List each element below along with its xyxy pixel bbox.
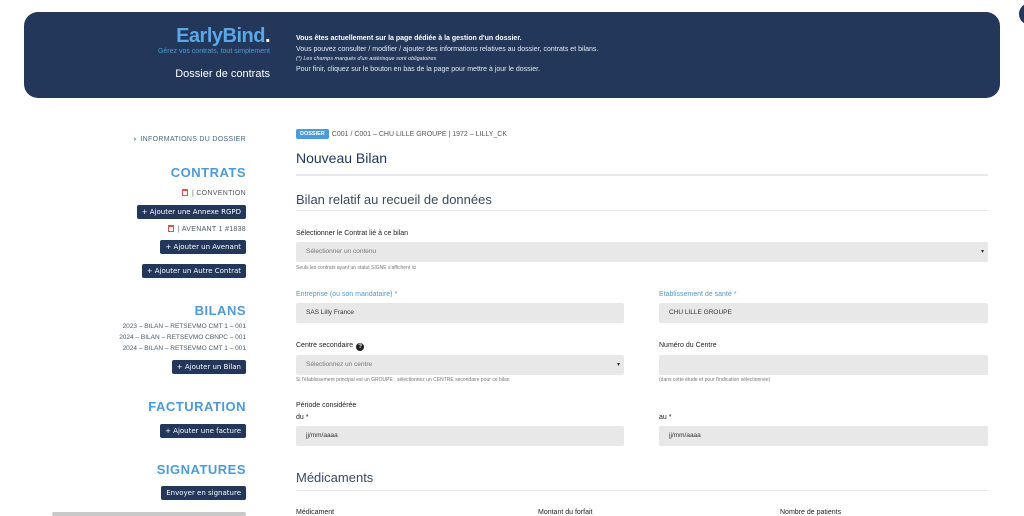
chevron-down-icon: ▾ (980, 249, 984, 255)
user-menu-button[interactable] (1016, 0, 1024, 28)
add-bilan-button[interactable]: + Ajouter un Bilan (172, 360, 246, 374)
chevron-down-icon: ▾ (616, 362, 620, 368)
etablissement-label: Etablissement de santé * (659, 291, 737, 298)
entreprise-label: Entreprise (ou son mandataire) * (296, 291, 398, 298)
add-rgpd-button[interactable]: + Ajouter une Annexe RGPD (137, 205, 246, 219)
numero-label: Numéro du Centre (659, 342, 717, 349)
contract-convention[interactable]: | CONVENTION (182, 189, 246, 197)
info-required-note: (*) Les champs marqués d'un astérisque sont obligatoires (296, 56, 437, 62)
col-header-patients: Nombre de patients (780, 509, 842, 516)
chevron-right-icon: › (133, 136, 137, 143)
date-debut-input[interactable]: jj/mm/aaaa (296, 426, 624, 446)
etablissement-field[interactable]: CHU LILLE GROUPE (659, 303, 988, 323)
tagline: Gérez vos contrats, tout simplement (157, 48, 270, 55)
centre-select[interactable]: Sélectionnez un centre ▾ (296, 355, 624, 375)
section-heading: Médicaments (296, 470, 374, 485)
bilan-link[interactable]: 2023 – BILAN – RETSEVMO CMT 1 – 001 (122, 323, 246, 330)
centre-label: Centre secondaire ? (296, 342, 364, 351)
send-signature-button[interactable]: Envoyer en signature (161, 486, 246, 500)
header-banner (24, 12, 1000, 98)
add-facture-button[interactable]: + Ajouter une facture (160, 424, 246, 438)
add-contrat-button[interactable]: + Ajouter un Autre Contrat (142, 264, 246, 278)
numero-help: (dans cette étude et pour l'indication sélectionnée) (659, 377, 771, 383)
signatures-heading: SIGNATURES (156, 462, 246, 477)
au-label: au * (659, 414, 672, 421)
trash-icon[interactable] (168, 225, 174, 232)
dossier-badge: DOSSIER (296, 129, 329, 139)
bilans-heading: BILANS (194, 303, 246, 318)
add-avenant-button[interactable]: + Ajouter un Avenant (160, 240, 246, 254)
sidebar-scrollbar[interactable] (52, 512, 246, 516)
breadcrumb: DOSSIER C001 / C001 – CHU LILLE GROUPE | 1972 – LILLY_CK (296, 129, 507, 139)
periode-label: Période considérée (296, 402, 357, 409)
divider (296, 490, 988, 491)
info-title: Vous êtes actuellement sur la page dédiée à la gestion d'un dossier. (296, 35, 522, 42)
du-label: du * (296, 414, 309, 421)
facturation-heading: FACTURATION (148, 399, 246, 414)
contrats-heading: CONTRATS (170, 165, 246, 180)
date-fin-input[interactable]: jj/mm/aaaa (659, 426, 988, 446)
section-title: Dossier de contrats (175, 68, 270, 80)
col-header-medicament: Médicament (296, 509, 335, 516)
page-title: Nouveau Bilan (296, 150, 388, 166)
contract-avenant[interactable]: | AVENANT 1 #1838 (168, 225, 246, 233)
divider (296, 174, 988, 176)
info-line: Vous pouvez consulter / modifier / ajouter des informations relatives au dossier, contrats et bilans. (296, 46, 599, 53)
contrat-select[interactable]: Sélectionner un contenu ▾ (296, 242, 988, 262)
info-text (296, 33, 598, 75)
trash-icon[interactable] (182, 189, 188, 196)
centre-help: Si l'établissement principal est un GROUPE : sélectionnez un CENTRE secondaire pour ce bilan (296, 377, 510, 383)
bilan-link[interactable]: 2024 – BILAN – RETSEVMO CMT 1 – 001 (122, 345, 246, 352)
info-line: Pour finir, cliquez sur le bouton en bas de la page pour mettre à jour le dossier. (296, 66, 540, 73)
divider (296, 210, 988, 211)
contrat-label: Sélectionner le Contrat lié à ce bilan (296, 230, 409, 237)
col-header-montant: Montant du forfait (538, 509, 593, 516)
help-icon[interactable]: ? (356, 343, 364, 351)
earlybind-logo[interactable]: EarlyBind. (176, 25, 270, 47)
contrat-help: Seuls les contrats ayant un statut SIGNE s'affichent ici (296, 265, 417, 271)
bilan-link[interactable]: 2024 – BILAN – RETSEVMO CBNPC – 001 (119, 334, 246, 341)
section-heading: Bilan relatif au recueil de données (296, 192, 492, 207)
sidebar-item-informations[interactable]: › INFORMATIONS DU DOSSIER (133, 136, 246, 143)
numero-field[interactable] (659, 355, 988, 375)
entreprise-field[interactable]: SAS Lilly France (296, 303, 624, 323)
